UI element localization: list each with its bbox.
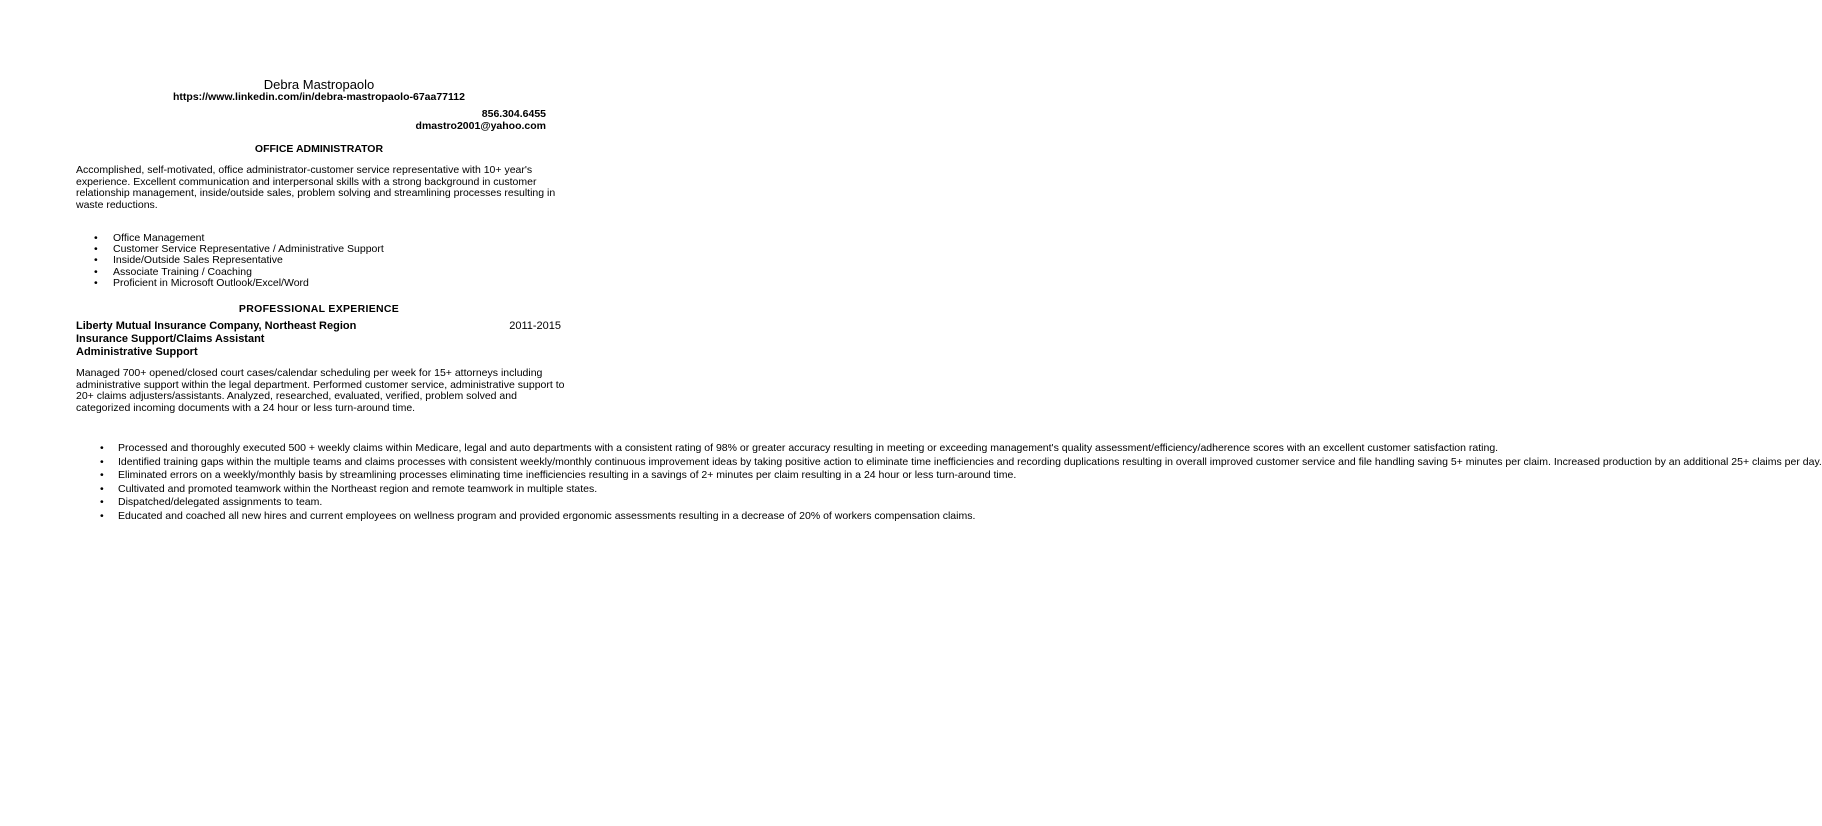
linkedin-link[interactable]: https://www.linkedin.com/in/debra-mastropaolo-67aa77112 xyxy=(173,91,465,103)
skill-item: • Inside/Outside Sales Representative xyxy=(94,255,384,266)
email-address[interactable]: dmastro2001@yahoo.com xyxy=(415,120,546,132)
experience-section-title: PROFESSIONAL EXPERIENCE xyxy=(238,303,400,315)
company-name: Liberty Mutual Insurance Company, Northeast Region xyxy=(76,320,357,332)
achievements-list xyxy=(100,442,1822,524)
objective-title: OFFICE ADMINISTRATOR xyxy=(254,143,384,155)
job-title-primary: Insurance Support/Claims Assistant xyxy=(76,333,265,345)
skill-item: • Office Management xyxy=(94,233,384,244)
employment-dates: 2011-2015 xyxy=(509,320,561,332)
skill-item: • Customer Service Representative / Administrative Support xyxy=(94,244,384,255)
achievement-item: • Identified training gaps within the multiple teams and claims processes with consistent weekly/monthly continuous improvement ideas by taking positive action to eliminate time inefficiencies and recording duplications resulting in overall improved customer service and file handling saving 5+ minutes per claim. Increased production by an additional 25+ claims per day. xyxy=(100,456,568,470)
phone-number: 856.304.6455 xyxy=(481,108,546,120)
job-title-secondary: Administrative Support xyxy=(76,346,198,358)
skill-item: • Associate Training / Coaching xyxy=(94,267,384,278)
skill-item: • Proficient in Microsoft Outlook/Excel/Word xyxy=(94,278,384,289)
skills-list xyxy=(94,233,384,289)
summary-paragraph: Accomplished, self-motivated, office administrator-customer service representative with 10+ year's experience. Excellent communication and interpersonal skills with a strong background in customer relationship management, inside/outside sales, problem solving and streamlining processes resulting in waste reductions. xyxy=(76,164,556,211)
achievement-item: • Dispatched/delegated assignments to team. xyxy=(100,496,568,510)
achievement-item: • Processed and thoroughly executed 500 + weekly claims within Medicare, legal and auto departments with a consistent rating of 98% or greater accuracy resulting in meeting or exceeding management's quality assessment/efficiency/adherence scores with an excellent customer satisfaction rating. xyxy=(100,442,568,456)
achievement-item: • Eliminated errors on a weekly/monthly basis by streamlining processes eliminating time inefficiencies resulting in a savings of 2+ minutes per claim resulting in a 24 hour or less turn-around time. xyxy=(100,469,568,483)
achievement-item: • Cultivated and promoted teamwork within the Northeast region and remote teamwork in multiple states. xyxy=(100,483,568,497)
candidate-name: Debra Mastropaolo xyxy=(263,77,375,92)
job-description: Managed 700+ opened/closed court cases/calendar scheduling per week for 15+ attorneys including administrative support within the legal department. Performed customer service, administrative support to 20+ claims adjusters/assistants. Analyzed, researched, evaluated, verified, problem solved and categorized incoming documents with a 24 hour or less turn-around time. xyxy=(76,367,565,414)
achievement-item: • Educated and coached all new hires and current employees on wellness program and provided ergonomic assessments resulting in a decrease of 20% of workers compensation claims. xyxy=(100,510,568,524)
